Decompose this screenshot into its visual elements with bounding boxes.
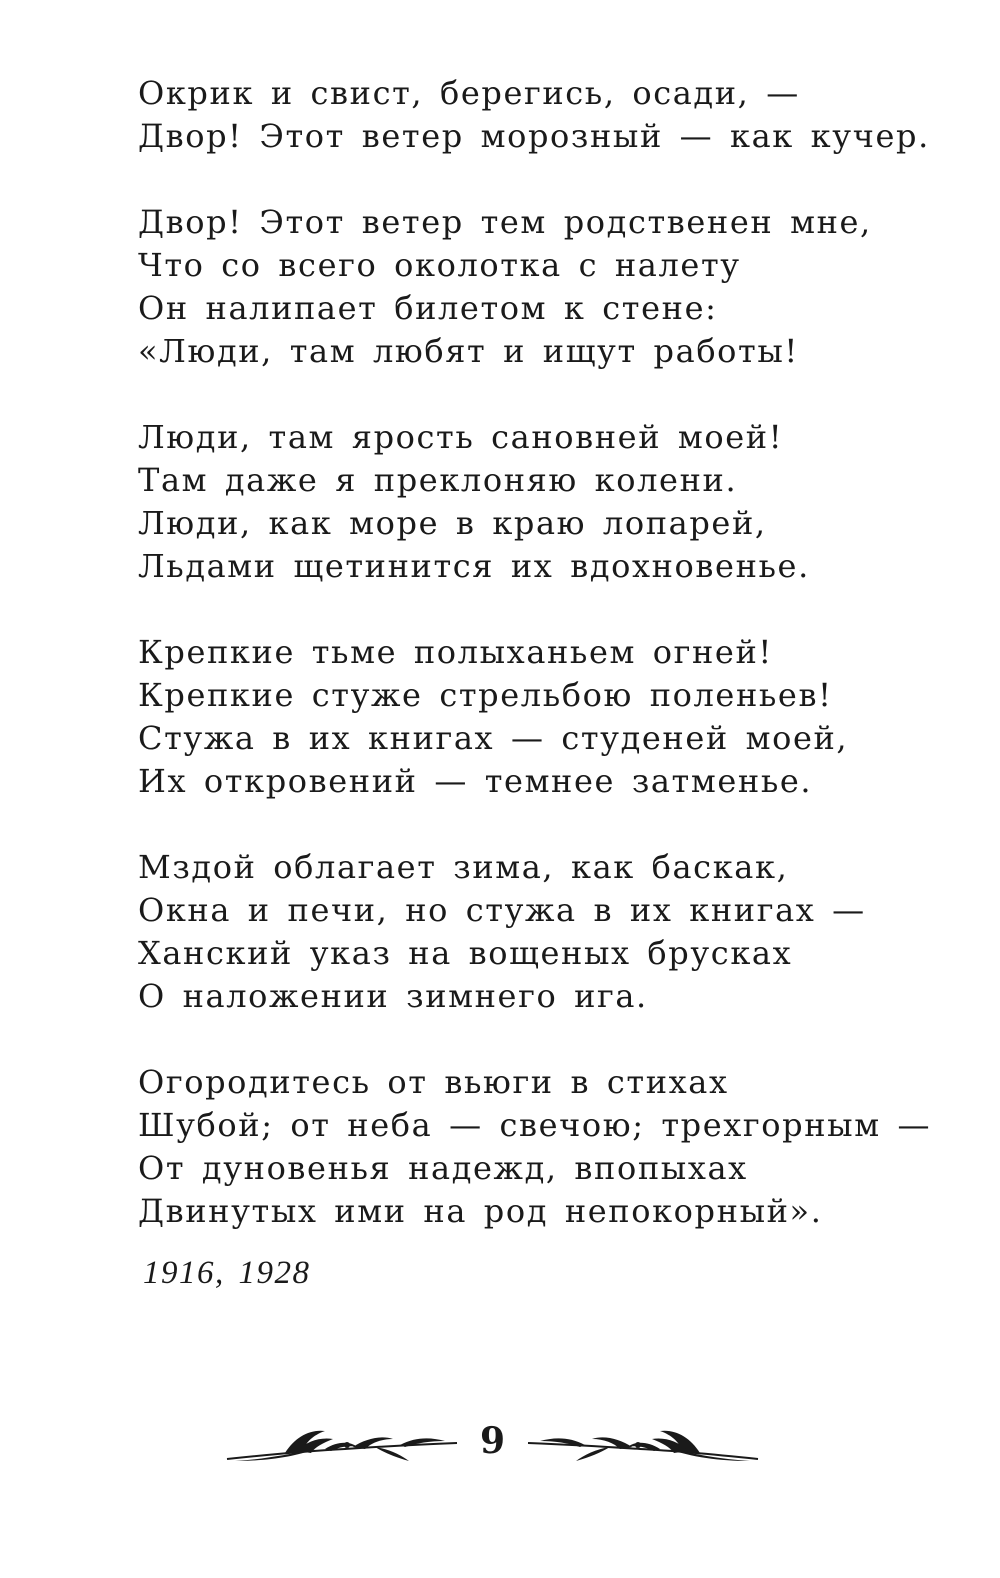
- page-number: 9: [479, 1420, 506, 1462]
- poem-line: Окрик и свист, берегись, осади, —: [138, 74, 800, 112]
- poem-line: Там даже я преклоняю колени.: [138, 461, 738, 499]
- poem-line: Шубой; от неба — свечою; трехгорным —: [138, 1106, 932, 1144]
- poem-line: Крепкие стуже стрельбою поленьев!: [138, 676, 833, 714]
- poem-line: Люди, как море в краю лопарей,: [138, 504, 767, 542]
- poem-line: Двор! Этот ветер тем родственен мне,: [138, 203, 872, 241]
- poem-line: Люди, там ярость сановней моей!: [138, 418, 784, 456]
- poem-line: Что со всего околотка с налету: [138, 246, 741, 284]
- stanza: [138, 416, 978, 588]
- poem-line: Огородитесь от вьюги в стихах: [138, 1063, 729, 1101]
- stanza: [138, 72, 978, 158]
- poem-line: Мздой облагает зима, как баскак,: [138, 848, 789, 886]
- poem-line: «Люди, там любят и ищут работы!: [138, 332, 799, 370]
- poem-line: Он налипает билетом к стене:: [138, 289, 718, 327]
- stanza: [138, 1061, 978, 1233]
- poem-line: От дуновенья надежд, впопыхах: [138, 1149, 748, 1187]
- poem-line: Их откровений — темнее затменье.: [138, 762, 813, 800]
- poem-line: Двинутых ими на род непокорный».: [138, 1192, 823, 1230]
- poem-line: Окна и печи, но стужа в их книгах —: [138, 891, 866, 929]
- page-footer: [225, 1415, 760, 1475]
- poem-line: О наложении зимнего ига.: [138, 977, 648, 1015]
- poem-line: Стужа в их книгах — студеней моей,: [138, 719, 849, 757]
- stanza: [138, 846, 978, 1018]
- stanza: [138, 631, 978, 803]
- flourish-right-icon: [525, 1415, 760, 1475]
- poem-line: Ханский указ на вощеных брусках: [138, 934, 793, 972]
- poem-line: Крепкие тьме полыханьем огней!: [138, 633, 773, 671]
- poem-line: Льдами щетинится их вдохновенье.: [138, 547, 810, 585]
- poem-body: [138, 72, 978, 1276]
- stanza: [138, 201, 978, 373]
- poem-date: 1916, 1928: [143, 1255, 311, 1291]
- poem-line: Двор! Этот ветер морозный — как кучер.: [138, 117, 930, 155]
